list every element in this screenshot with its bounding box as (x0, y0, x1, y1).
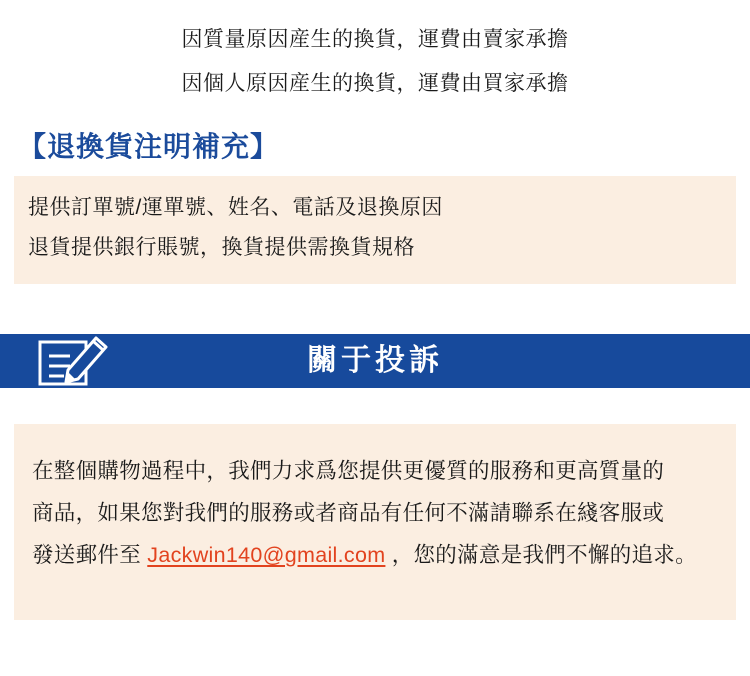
top-notes (0, 0, 750, 106)
returns-section-title: 【退換貨注明補充】 (18, 131, 280, 162)
top-note-line: 因質量原因産生的換貨，運費由賣家承擔 (181, 28, 569, 51)
banner-title: 關于投訴 (307, 344, 443, 377)
complaint-body-block (14, 424, 736, 620)
complaint-body-line: 在整個購物過程中，我們力求爲您提供更優質的服務和更高質量的 (32, 459, 665, 483)
top-note-line: 因個人原因産生的換貨，運費由買家承擔 (181, 72, 569, 95)
pencil-note-icon (36, 326, 114, 388)
email-suffix-text: ，您的滿意是我們不懈的追求。 (385, 543, 697, 567)
complaint-body-line-email (32, 534, 718, 576)
returns-note-block (14, 176, 736, 284)
returns-note-line: 提供訂單號/運單號、姓名、電話及退換原因 (28, 196, 443, 219)
complaint-banner (0, 326, 750, 388)
complaint-body-line: 商品，如果您對我們的服務或者商品有任何不滿請聯系在綫客服或 (32, 501, 665, 525)
support-email-link[interactable]: Jackwin140@gmail.com (147, 543, 386, 567)
returns-note-line: 退貨提供銀行賬號，換貨提供需換貨規格 (28, 236, 415, 259)
email-prefix-text: 發送郵件至 (32, 543, 148, 567)
